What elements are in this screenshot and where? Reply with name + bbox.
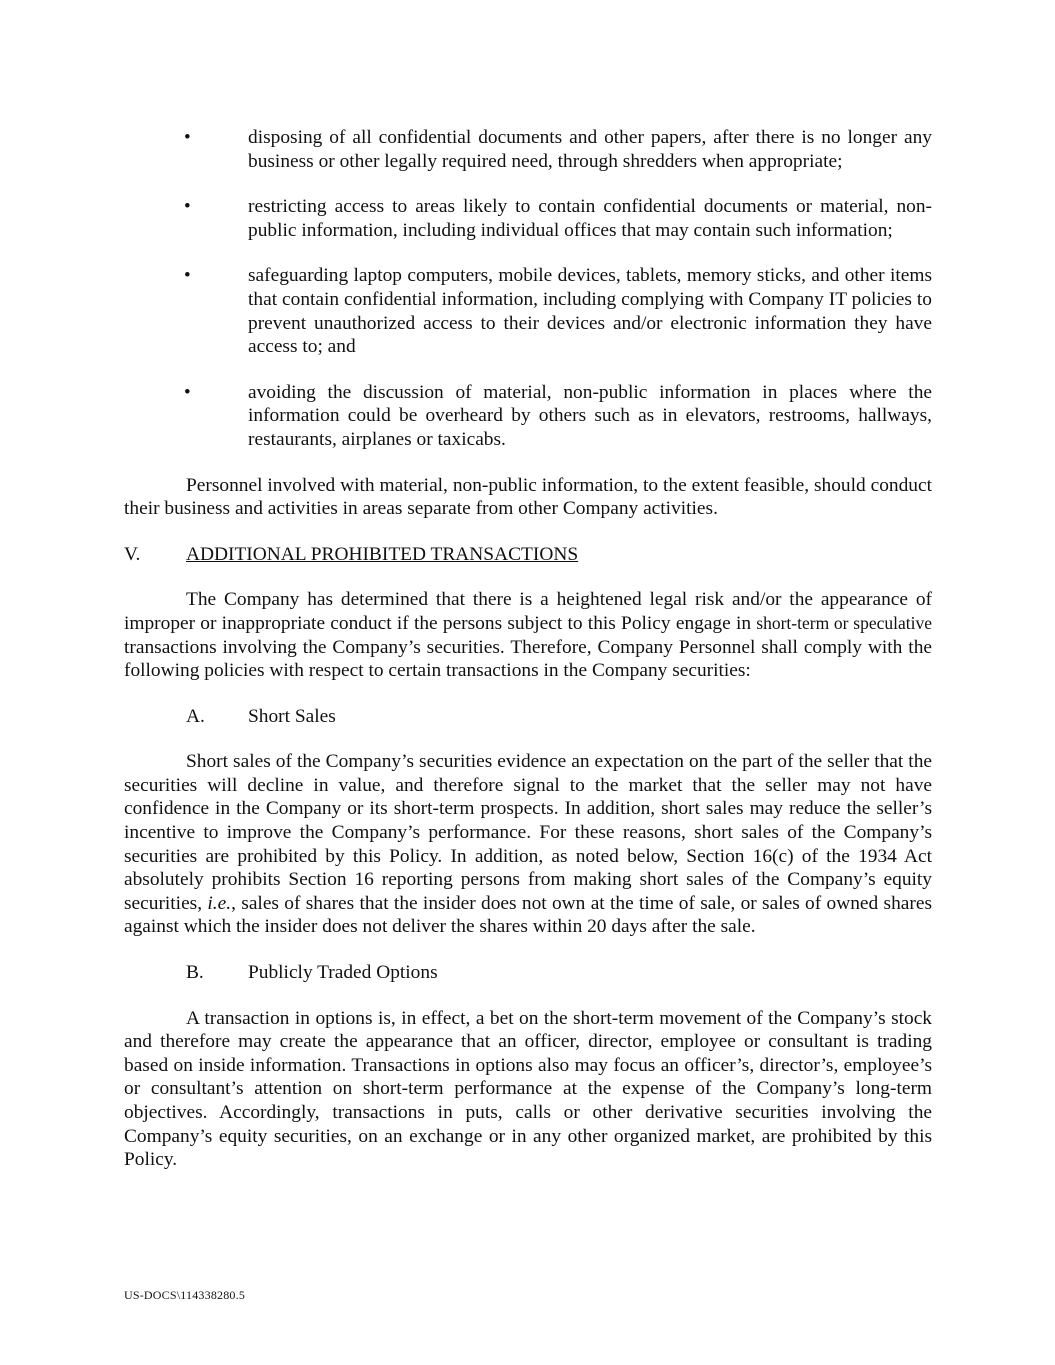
- section-v-heading: [124, 543, 932, 567]
- section-v-number: V.: [124, 543, 141, 565]
- short-sales-text-part2: , sales of shares that the insider does not own at the time of sale, or sales of owned shares against which the insider does not deliver the shares within 20 days after the sale.: [124, 892, 933, 938]
- bullet-icon: •: [184, 265, 191, 287]
- list-item: [124, 381, 932, 452]
- bullet-icon: •: [184, 381, 191, 403]
- bullet-icon: •: [184, 196, 191, 218]
- short-sales-text-italic: i.e.: [207, 892, 232, 914]
- section-a-heading: [186, 705, 932, 729]
- document-page: [124, 126, 932, 1194]
- bullet-icon: •: [184, 127, 191, 148]
- intro-text-small: short-term or speculative: [756, 612, 932, 633]
- personnel-paragraph: Personnel involved with material, non-public information, to the extent feasible, should conduct their business and activities in areas separate from other Company activities.: [124, 474, 932, 520]
- safeguard-bullet-list: [124, 126, 932, 452]
- intro-text-part2: transactions involving the Company’s securities. Therefore, Company Personnel shall comply with the following policies with respect to certain transactions in the Company securities:: [124, 636, 932, 682]
- list-item: [124, 195, 932, 242]
- bullet-text: avoiding the discussion of material, non-public information in places where the information could be overheard by others such as in elevators, restrooms, hallways, restaurants, airplanes or taxicabs.: [248, 381, 932, 450]
- section-v-intro-paragraph: [124, 588, 932, 682]
- section-b-heading: [186, 961, 932, 985]
- section-v-title: ADDITIONAL PROHIBITED TRANSACTIONS: [186, 543, 579, 565]
- bullet-text: safeguarding laptop computers, mobile devices, tablets, memory sticks, and other items that contain confidential information, including complying with Company IT policies to prevent unauthorized access to their devices and/or electronic information they have access to; and: [248, 265, 932, 358]
- section-a-title: Short Sales: [248, 705, 336, 727]
- document-footer-id: US-DOCS\114338280.5: [124, 1288, 246, 1302]
- short-sales-paragraph: [124, 750, 932, 939]
- options-paragraph: A transaction in options is, in effect, a bet on the short-term movement of the Company’s stock and therefore may create the appearance that an officer, director, employee or consultant is trading based on inside information. Transactions in options also may focus an officer’s, director’s, employee’s or consultant’s attention on short-term performance at the expense of the Company’s long-term objectives. Accordingly, transactions in puts, calls or other derivative securities involving the Company’s equity securities, on an exchange or in any other organized market, are prohibited by this Policy.: [124, 1007, 932, 1171]
- section-a-number: A.: [186, 705, 205, 727]
- bullet-text: disposing of all confidential documents and other papers, after there is no longer any business or other legally required need, through shredders when appropriate;: [248, 127, 932, 172]
- section-b-number: B.: [186, 962, 204, 984]
- section-b-title: Publicly Traded Options: [248, 962, 438, 984]
- intro-text-part1: The Company has determined that there is a heightened legal risk and/or the appearance of improper or inappropriate conduct if the persons subject to this Policy engage in: [124, 589, 932, 634]
- list-item: [124, 126, 932, 173]
- bullet-text: restricting access to areas likely to contain confidential documents or material, non-public information, including individual offices that may contain such information;: [248, 196, 932, 241]
- short-sales-text-part1: Short sales of the Company’s securities evidence an expectation on the part of the seller that the securities will decline in value, and therefore signal to the market that the seller may not have confidence in the Company or its short-term prospects. In addition, short sales may reduce the seller’s incentive to improve the Company’s performance. For these reasons, short sales of the Company’s securities are prohibited by this Policy. In addition, as noted below, Section 16(c) of the 1934 Act absolutely prohibits Section 16 reporting persons from making short sales of the Company’s equity securities,: [124, 751, 932, 914]
- list-item: [124, 264, 932, 358]
